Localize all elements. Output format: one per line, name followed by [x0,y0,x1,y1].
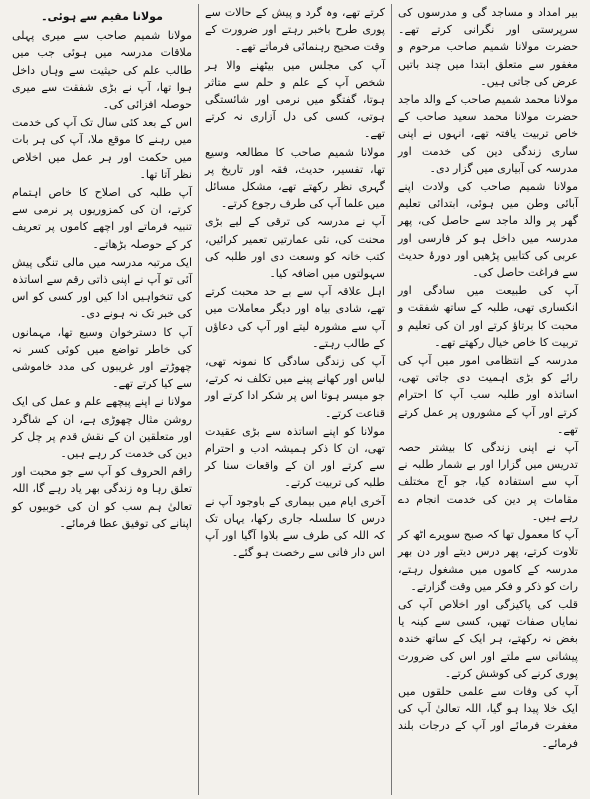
paragraph: آپ کی وفات سے علمی حلقوں میں ایک خلا پیدا ہو گیا، اللہ تعالیٰ آپ کی مغفرت فرمائے اور آپ کے درجات بلند فرمائے۔ [398,684,578,750]
paragraph: آپ کا دسترخوان وسیع تھا، مہمانوں کی خاطر تواضع میں کوئی کسر نہ چھوڑتے اور غریبوں کی مدد خاموشی سے کیا کرتے تھے۔ [12,325,192,391]
paragraph: بیر امداد و مساجد گی و مدرسوں کی سرپرستی اور نگرانی کرتے تھے۔ حضرت مولانا شمیم صاحب مرحوم و مغفور سے متعلق ابتدا میں چند باتیں عرض کی جاتی ہیں۔ [398,6,578,88]
paragraph: آپ طلبہ کی اصلاح کا خاص اہتمام کرتے، ان کی کمزوریوں پر نرمی سے تنبیہ فرماتے اور اچھے کاموں پر تعریف کر کے حوصلہ بڑھاتے۔ [12,186,192,251]
paragraph: آپ کی زندگی سادگی کا نمونہ تھی، لباس اور کھانے پینے میں تکلف نہ کرتے، جو میسر ہوتا اس پر شکر ادا کرتے اور قناعت کرتے۔ [205,355,385,420]
paragraph: آپ کی طبیعت میں سادگی اور انکساری تھی، طلبہ کے ساتھ شفقت و محبت کا برتاؤ کرتے اور ان کی تعلیم و تربیت کا خاص خیال رکھتے تھے۔ [398,284,578,349]
paragraph: اہل علاقہ آپ سے بے حد محبت کرتے تھے، شادی بیاہ اور دیگر معاملات میں آپ سے مشورہ لیتے اور آپ کی دعاؤں کے طالب رہتے۔ [205,285,385,350]
paragraph: مولانا شمیم صاحب کا مطالعہ وسیع تھا، تفسیر، حدیث، فقہ اور تاریخ پر گہری نظر رکھتے تھے، مشکل مسائل میں علما آپ کی طرف رجوع کرتے۔ [205,145,385,211]
column-right [392,4,584,795]
paragraph: آپ کی مجلس میں بیٹھنے والا ہر شخص آپ کے علم و حلم سے متاثر ہوتا، گفتگو میں نرمی اور شائستگی ہوتی، کسی کی دل آزاری نہ کرتے تھے۔ [205,58,385,141]
paragraph: آپ نے اپنی زندگی کا بیشتر حصہ تدریس میں گزارا اور بے شمار طلبہ نے آپ سے استفادہ کیا، جو آج مختلف مقامات پر دین کی خدمت انجام دے رہے ہیں۔ [398,441,578,523]
paragraph: مولانا محمد شمیم صاحب کے والد ماجد حضرت مولانا محمد سعید صاحب کے خاص تربیت یافتہ تھے، انہوں نے اپنی ساری زندگی دین کی خدمت اور مدرسہ کی آبیاری میں گزار دی۔ [398,93,578,175]
paragraph: مولانا شمیم صاحب کی ولادت اپنے آبائی وطن میں ہوئی، ابتدائی تعلیم گھر پر والد ماجد سے حاصل کی، پھر مدرسہ میں داخل ہو کر فارسی اور عربی کی کتابیں پڑھیں اور دورۂ حدیث سے فراغت حاصل کی۔ [398,180,578,280]
paragraph: اس کے بعد کئی سال تک آپ کی خدمت میں رہنے کا موقع ملا، آپ کی ہر بات میں حکمت اور ہر عمل میں اخلاص نظر آتا تھا۔ [12,116,192,181]
paragraph: کرتے تھے، وہ گرد و پیش کے حالات سے پوری طرح باخبر رہتے اور ضرورت کے وقت صحیح رہنمائی فرماتے تھے۔ [205,6,385,54]
paragraph: مولانا شمیم صاحب سے میری پہلی ملاقات مدرسہ میں ہوئی جب میں طالب علم کی حیثیت سے وہاں داخل ہوا تھا، آپ نے بڑی شفقت سے میری حوصلہ افزائی کی۔ [12,29,192,112]
paragraph: راقم الحروف کو آپ سے جو محبت اور تعلق رہا وہ زندگی بھر یاد رہے گا، اللہ تعالیٰ ہم سب کو ان کی خوبیوں کو اپنانے کی توفیق عطا فرمائے۔ [12,465,192,530]
column-left [6,4,199,795]
paragraph: مولانا نے اپنے پیچھے علم و عمل کی ایک روشن مثال چھوڑی ہے، ان کے شاگرد اور متعلقین ان کے نقش قدم پر چل کر دین کی خدمت کر رہے ہیں۔ [12,395,192,461]
paragraph: مولانا مقیم سے ہوئی۔ [41,10,163,23]
paragraph: آپ کا معمول تھا کہ صبح سویرے اٹھ کر تلاوت کرتے، پھر درس دیتے اور دن بھر مدرسہ کے کاموں میں مشغول رہتے، رات کو ذکر و فکر میں وقت گزارتے۔ [398,528,578,593]
paragraph: قلب کی پاکیزگی اور اخلاص آپ کی نمایاں صفات تھیں، کسی سے کینہ یا بغض نہ رکھتے، ہر ایک کے ساتھ خندہ پیشانی سے ملتے اور اس کی ضرورت پوری کرنے کی کوشش کرتے۔ [398,597,578,680]
paragraph: آپ نے مدرسہ کی ترقی کے لیے بڑی محنت کی، نئی عمارتیں تعمیر کرائیں، کتب خانہ کو وسعت دی اور طلبہ کی سہولتوں میں اضافہ کیا۔ [205,215,385,281]
column-middle [199,4,392,795]
paragraph: مدرسہ کے انتظامی امور میں آپ کی رائے کو بڑی اہمیت دی جاتی تھی، اساتذہ اور طلبہ سب آپ کا احترام کرتے اور آپ کے مشوروں پر عمل کرتے تھے۔ [398,354,578,436]
paragraph: مولانا کو اپنے اساتذہ سے بڑی عقیدت تھی، ان کا ذکر ہمیشہ ادب و احترام سے کرتے اور ان کے واقعات سنا کر طلبہ کی تربیت کرتے۔ [205,424,385,490]
paragraph: آخری ایام میں بیماری کے باوجود آپ نے درس کا سلسلہ جاری رکھا، یہاں تک کہ اللہ کی طرف سے بلاوا آگیا اور آپ اس دار فانی سے رخصت ہو گئے۔ [205,494,385,560]
paragraph: ایک مرتبہ مدرسہ میں مالی تنگی پیش آئی تو آپ نے اپنی ذاتی رقم سے اساتذہ کی تنخواہیں ادا کیں اور کسی کو اس کی خبر تک نہ ہونے دی۔ [12,255,192,321]
